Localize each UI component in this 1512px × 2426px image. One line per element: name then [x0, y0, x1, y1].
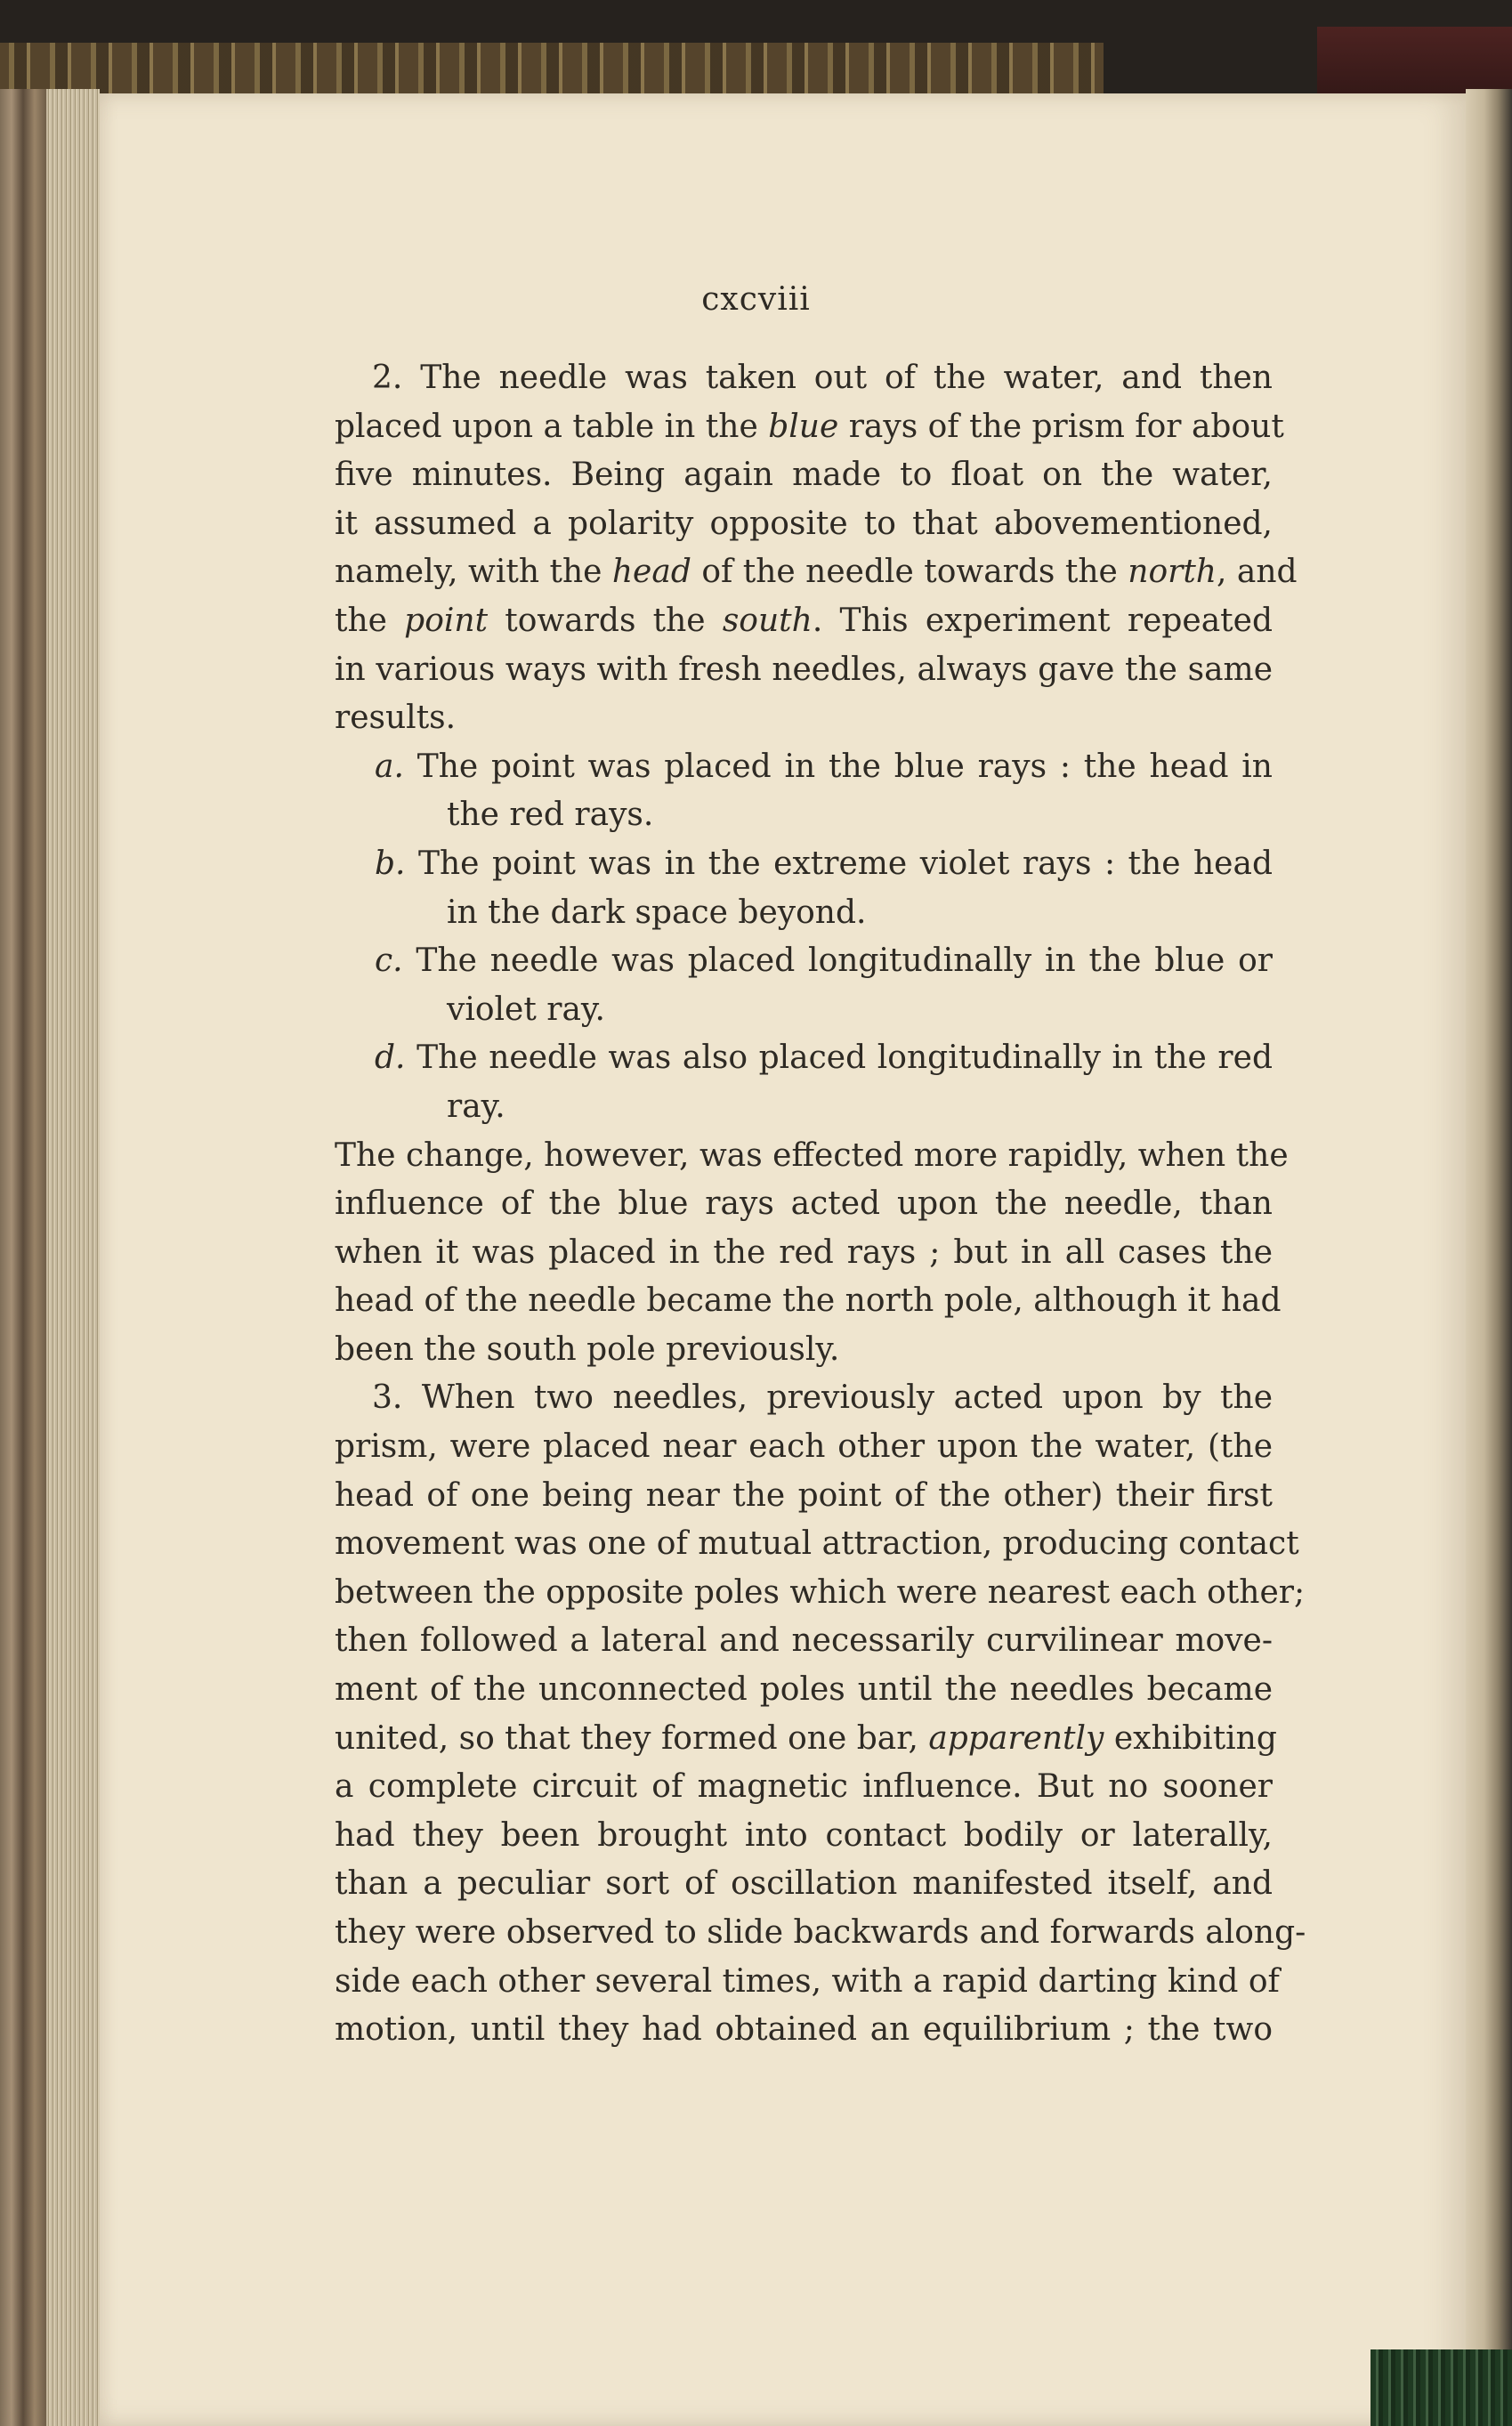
- text-line: ment of the unconnected poles until the needles became: [335, 1671, 1273, 1709]
- list-item-a: a. The point was placed in the blue rays : the head in: [375, 748, 1273, 785]
- text-line: the red rays.: [447, 797, 654, 834]
- list-item-d: d. The needle was also placed longitudinally in the red: [375, 1039, 1273, 1077]
- text-line: prism, were placed near each other upon the water, (the: [335, 1428, 1273, 1466]
- page-stack-edge: [46, 89, 100, 2426]
- text-line: 2. The needle was taken out of the water, and then: [372, 360, 1273, 396]
- text-line: motion, until they had obtained an equilibrium ; the two: [335, 2011, 1273, 2049]
- text-line: been the south pole previously.: [335, 1330, 840, 1368]
- text-line: influence of the blue rays acted upon the needle, than: [335, 1185, 1273, 1223]
- text-line: five minutes. Being again made to float on the water,: [335, 457, 1273, 494]
- list-item-b: b. The point was in the extreme violet rays : the head: [375, 845, 1273, 882]
- page-gutter-edge: [1466, 89, 1512, 2426]
- text-line: a complete circuit of magnetic influence. But no sooner: [335, 1768, 1273, 1806]
- marbled-board-edge: [0, 89, 46, 2426]
- text-line: when it was placed in the red rays ; but in all cases the: [335, 1233, 1273, 1271]
- text-line: the point towards the south. This experiment repeated: [335, 602, 1273, 639]
- text-line: between the opposite poles which were nearest each other;: [335, 1573, 1306, 1611]
- text-line: movement was one of mutual attraction, producing contact: [335, 1525, 1299, 1563]
- list-item-c: c. The needle was placed longitudinally in the blue or: [375, 942, 1273, 980]
- text-line: The change, however, was effected more rapidly, when the: [335, 1136, 1289, 1174]
- text-line: results.: [335, 699, 457, 737]
- text-line: it assumed a polarity opposite to that abovementioned,: [335, 505, 1273, 542]
- binding-bottom-edge: [1371, 2349, 1512, 2426]
- text-line: they were observed to slide backwards and forwards along-: [335, 1914, 1306, 1951]
- text-line: violet ray.: [447, 991, 605, 1028]
- text-line: than a peculiar sort of oscillation manifested itself, and: [335, 1865, 1273, 1903]
- text-line: side each other several times, with a rapid darting kind of: [335, 1962, 1280, 2000]
- page-number: cxcviii: [701, 281, 811, 318]
- text-line: head of one being near the point of the other) their first: [335, 1476, 1273, 1514]
- text-line: 3. When two needles, previously acted upon by the: [372, 1379, 1273, 1417]
- body-text: [335, 354, 1306, 2055]
- text-line: placed upon a table in the blue rays of the prism for about: [335, 408, 1284, 445]
- text-line: namely, with the head of the needle towards the north, and: [335, 554, 1298, 591]
- text-line: had they been brought into contact bodily or laterally,: [335, 1816, 1273, 1854]
- text-line: head of the needle became the north pole, although it had: [335, 1282, 1282, 1320]
- text-line: then followed a lateral and necessarily curvilinear move-: [335, 1622, 1273, 1660]
- text-line: in the dark space beyond.: [447, 894, 867, 931]
- text-line: in various ways with fresh needles, always gave the same: [335, 651, 1273, 688]
- text-line: ray.: [447, 1088, 505, 1125]
- text-line: united, so that they formed one bar, apparently exhibiting: [335, 1719, 1277, 1757]
